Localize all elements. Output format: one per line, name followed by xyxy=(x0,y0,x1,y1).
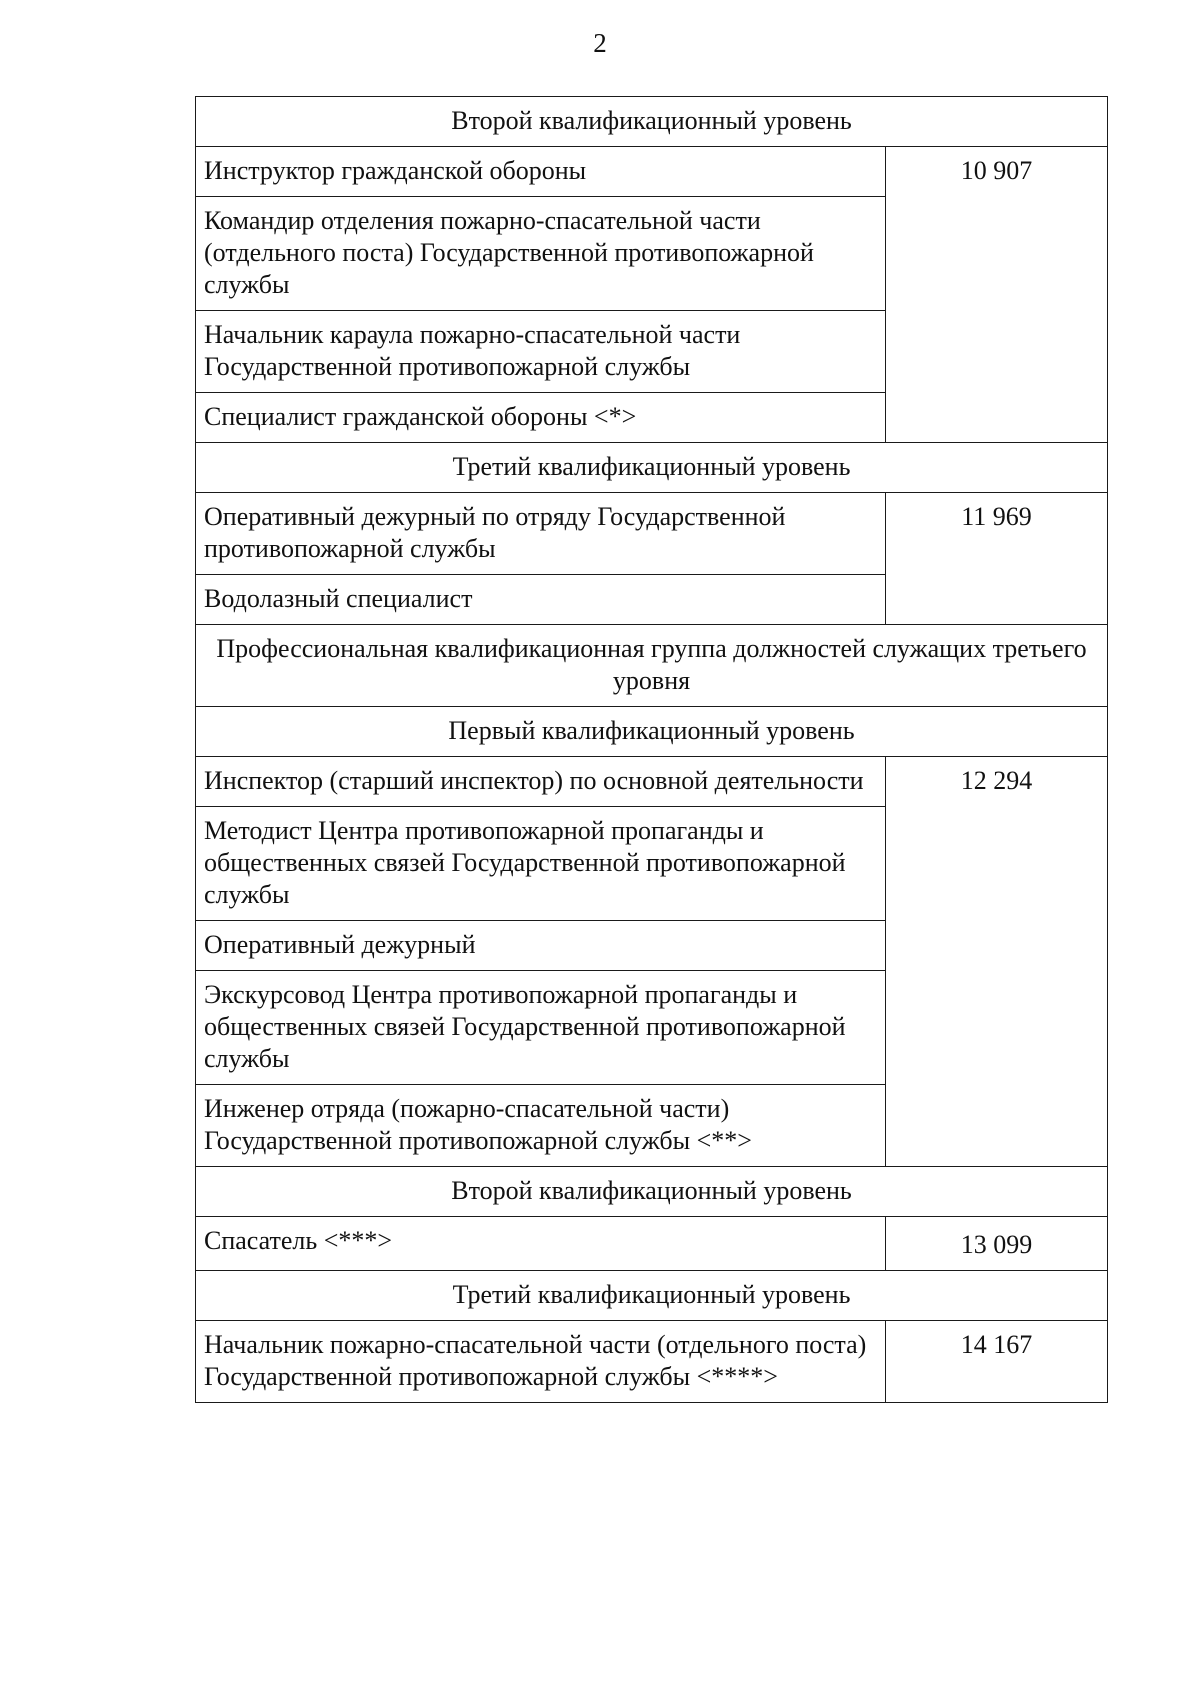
page-number: 2 xyxy=(593,28,607,58)
level-header-row xyxy=(196,97,1108,147)
salary-table xyxy=(195,96,1108,1403)
table-row xyxy=(196,493,1108,575)
position-cell: Оперативный дежурный по отряду Государственной противопожарной службы xyxy=(196,493,886,575)
position-cell: Командир отделения пожарно-спасательной части (отдельного поста) Государственной противопожарной службы xyxy=(196,197,886,311)
position-cell: Оперативный дежурный xyxy=(196,921,886,971)
position-cell: Спасатель <***> xyxy=(196,1217,886,1271)
position-cell: Водолазный специалист xyxy=(196,575,886,625)
salary-cell: 12 294 xyxy=(886,757,1108,1167)
level-title: Третий квалификационный уровень xyxy=(196,1271,1108,1321)
position-cell: Инспектор (старший инспектор) по основной деятельности xyxy=(196,757,886,807)
salary-cell: 13 099 xyxy=(886,1217,1108,1271)
position-cell: Начальник пожарно-спасательной части (отдельного поста) Государственной противопожарной службы <****> xyxy=(196,1321,886,1403)
position-cell: Методист Центра противопожарной пропаганды и общественных связей Государственной противопожарной службы xyxy=(196,807,886,921)
level-header-row xyxy=(196,443,1108,493)
level-title: Второй квалификационный уровень xyxy=(196,1167,1108,1217)
table-row xyxy=(196,757,1108,807)
level-header-row xyxy=(196,707,1108,757)
table-row xyxy=(196,147,1108,197)
level-header-row xyxy=(196,1167,1108,1217)
level-title: Первый квалификационный уровень xyxy=(196,707,1108,757)
salary-cell: 14 167 xyxy=(886,1321,1108,1403)
table-row xyxy=(196,1217,1108,1271)
table-row xyxy=(196,1321,1108,1403)
salary-cell: 10 907 xyxy=(886,147,1108,443)
position-cell: Экскурсовод Центра противопожарной пропаганды и общественных связей Государственной противопожарной службы xyxy=(196,971,886,1085)
level-title: Третий квалификационный уровень xyxy=(196,443,1108,493)
level-header-row xyxy=(196,1271,1108,1321)
level-title: Второй квалификационный уровень xyxy=(196,97,1108,147)
group-title: Профессиональная квалификационная группа должностей служащих третьего уровня xyxy=(196,625,1108,707)
position-cell: Специалист гражданской обороны <*> xyxy=(196,393,886,443)
position-cell: Инструктор гражданской обороны xyxy=(196,147,886,197)
group-header-row xyxy=(196,625,1108,707)
position-cell: Начальник караула пожарно-спасательной части Государственной противопожарной службы xyxy=(196,311,886,393)
position-cell: Инженер отряда (пожарно-спасательной части) Государственной противопожарной службы <**> xyxy=(196,1085,886,1167)
salary-cell: 11 969 xyxy=(886,493,1108,625)
